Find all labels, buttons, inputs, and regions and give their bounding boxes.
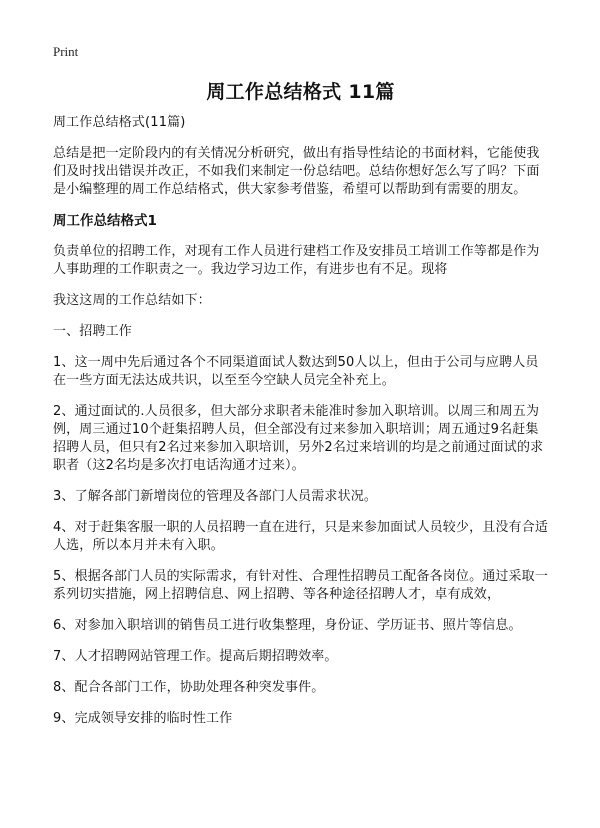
body-paragraph: 6、对参加入职培训的销售员工进行收集整理，身份证、学历证书、照片等信息。 bbox=[53, 618, 522, 633]
body-paragraph: 5、根据各部门人员的实际需求，有针对性、合理性招聘员工配备各岗位。通过采取一系列切实措施，网上招聘信息、网上招聘、等各种途径招聘人才，卓有成效， bbox=[53, 569, 548, 602]
body-paragraph: 1、这一周中先后通过各个不同渠道面试人数达到50人以上，但由于公司与应聘人员在一些方面无法达成共识，以至至今空缺人员完全补充上。 bbox=[53, 355, 539, 388]
body-paragraph: 我这这周的工作总结如下： bbox=[53, 293, 211, 308]
body-paragraph: 负责单位的招聘工作，对现有工作人员进行建档工作及安排员工培训工作等都是作为人事助理的工作职责之一。我边学习边工作，有进步也有不足。现将 bbox=[53, 244, 540, 277]
print-link[interactable]: Print bbox=[53, 44, 79, 59]
body-paragraph: 一、招聘工作 bbox=[53, 324, 132, 339]
body-paragraph: 9、完成领导安排的临时性工作 bbox=[53, 711, 233, 726]
section-heading: 周工作总结格式1 bbox=[53, 213, 157, 229]
intro-paragraph: 总结是把一定阶段内的有关情况分析研究，做出有指导性结论的书面材料，它能使我们及时找出错误并改正，不如我们来制定一份总结吧。总结你想好怎么写了吗？下面是小编整理的周工作总结格式，供大家参考借鉴，希望可以帮助到有需要的朋友。 bbox=[53, 146, 540, 197]
body-paragraph: 4、对于赶集客服一职的人员招聘一直在进行，只是来参加面试人员较少，且没有合适人选，所以本月并未有入职。 bbox=[53, 520, 548, 553]
body-paragraph: 7、人才招聘网站管理工作。提高后期招聘效率。 bbox=[53, 649, 338, 664]
document-subtitle: 周工作总结格式(11篇) bbox=[53, 115, 186, 130]
body-paragraph: 2、通过面试的.人员很多，但大部分求职者未能准时参加入职培训。以周三和周五为例，周三通过10个赶集招聘人员，但全部没有过来参加入职培训；周五通过9名赶集招聘人员，但只有2名过来参加入职培训，另外2名过来培训的均是之前通过面试的求职者（这2名均是多次打电话沟通才过来）。 bbox=[53, 404, 544, 473]
body-paragraph: 3、了解各部门新增岗位的管理及各部门人员需求状况。 bbox=[53, 489, 378, 504]
document-title: 周工作总结格式 11篇 bbox=[206, 81, 395, 103]
body-paragraph: 8、配合各部门工作，协助处理各种突发事件。 bbox=[53, 680, 325, 695]
